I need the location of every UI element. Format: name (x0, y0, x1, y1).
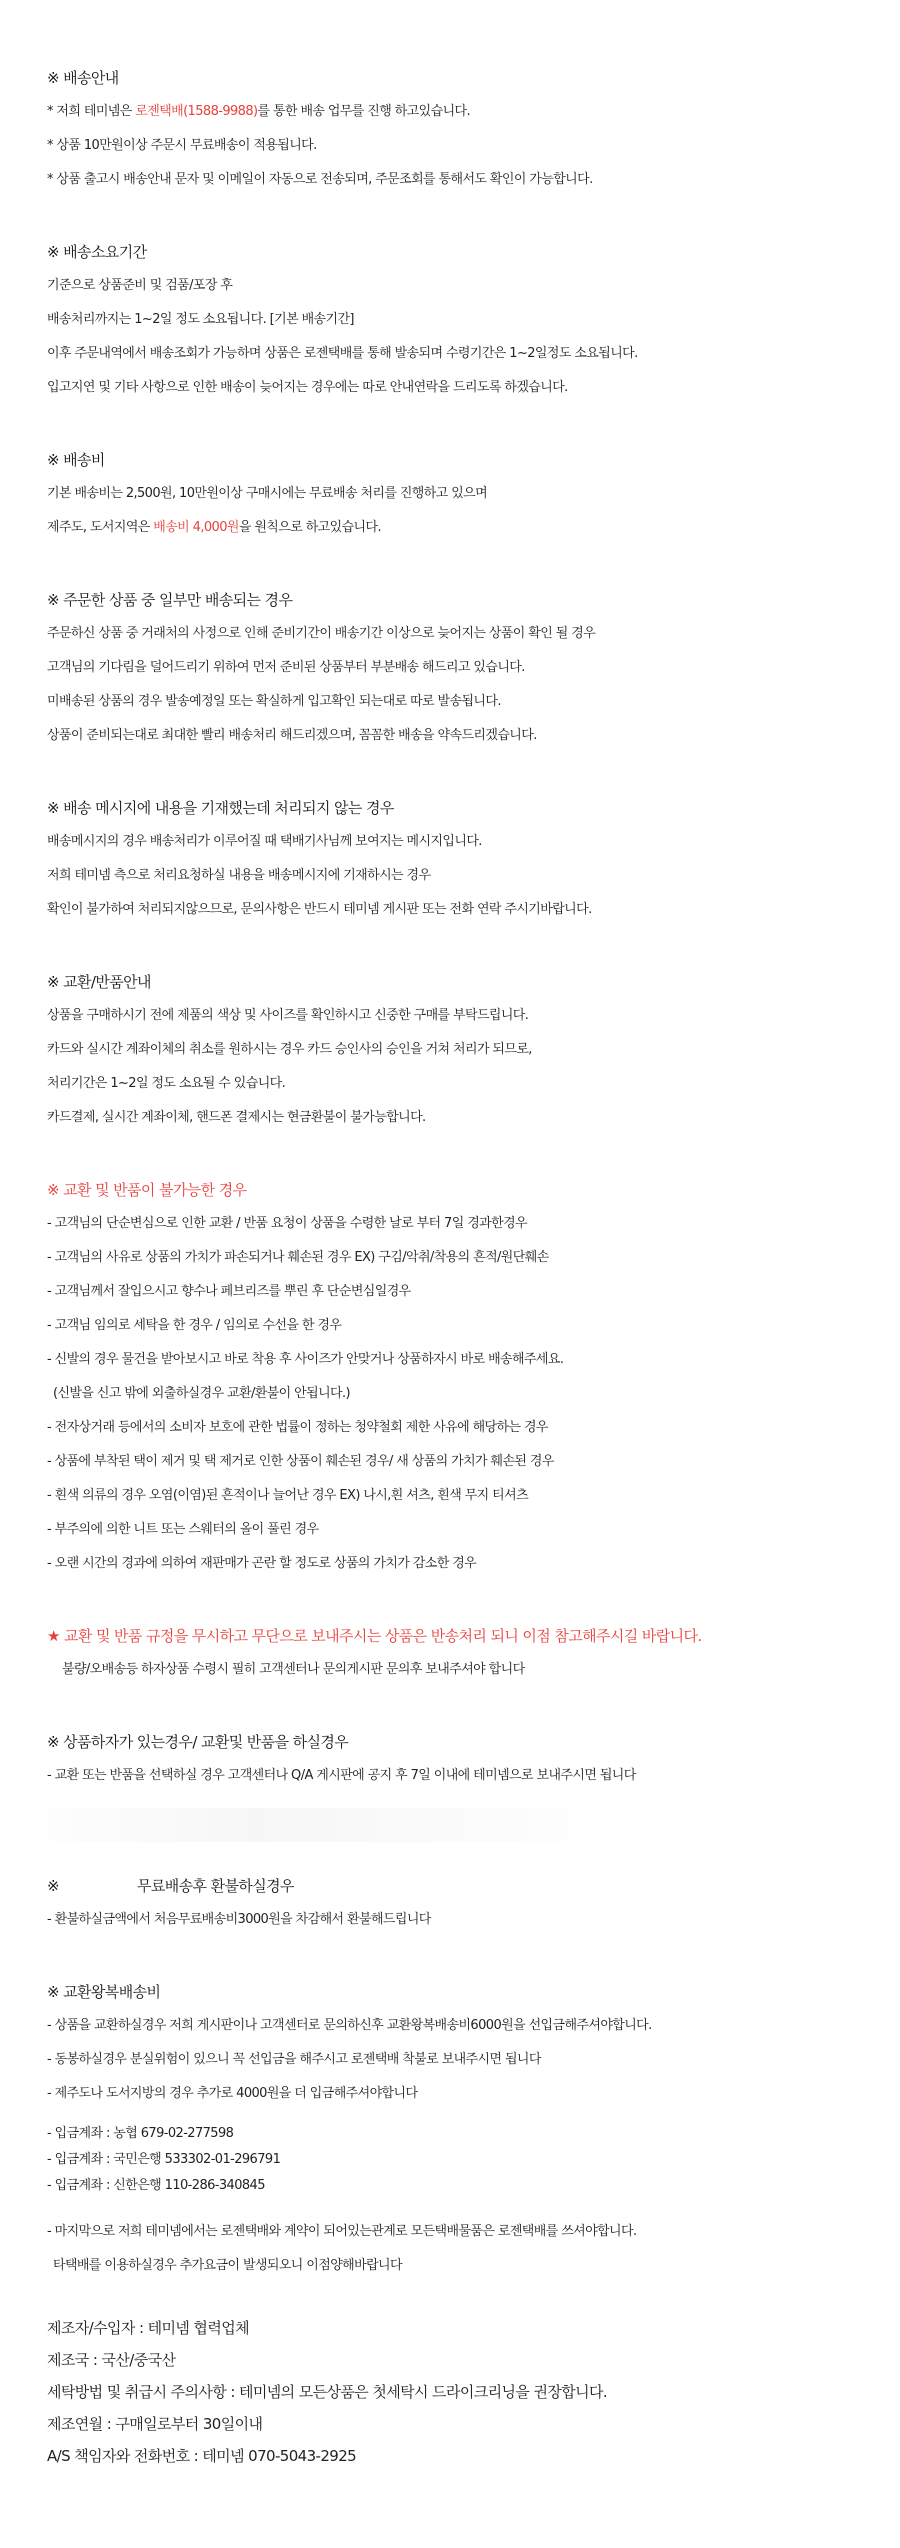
as-contact-info: A/S 책임자와 전화번호 : 테미넴 070-5043-2925 (47, 2447, 357, 2465)
shipping-period-line-3: 이후 주문내역에서 배송조회가 가능하며 상품은 로젠택배를 통해 발송되며 수령기간은 1~2일정도 소요됩니다. (47, 346, 638, 361)
message-line-3: 확인이 불가하여 처리되지않으므로, 문의사항은 반드시 테미넴 게시판 또는 전화 연락 주시기바랍니다. (47, 902, 592, 917)
free-refund-line-1: - 환불하실금액에서 처음무료배송비3000원을 차감해서 환불해드립니다 (47, 1912, 431, 1927)
not-allowed-item: - 오랜 시간의 경과에 의하여 재판매가 곤란 할 정도로 상품의 가치가 감소한 경우 (47, 1556, 477, 1571)
faint-band (0, 1808, 640, 1842)
defect-heading: ※ 상품하자가 있는경우/ 교환및 반품을 하실경우 (47, 1733, 349, 1751)
shipping-info-line-3: * 상품 출고시 배송안내 문자 및 이메일이 자동으로 전송되며, 주문조회를 통해서도 확인이 가능합니다. (47, 172, 593, 187)
message-heading: ※ 배송 메시지에 내용을 기재했는데 처리되지 않는 경우 (47, 799, 394, 817)
not-allowed-heading: ※ 교환 및 반품이 불가능한 경우 (47, 1181, 247, 1199)
not-allowed-item: - 고객님의 사유로 상품의 가치가 파손되거나 훼손된 경우 EX) 구김/악취/착용의 흔적/원단훼손 (47, 1250, 549, 1265)
shipping-period-heading: ※ 배송소요기간 (47, 243, 147, 261)
message-line-1: 배송메시지의 경우 배송처리가 이루어질 때 택배기사님께 보여지는 메시지입니다. (47, 834, 482, 849)
exchange-info-line-2: 카드와 실시간 계좌이체의 취소를 원하시는 경우 카드 승인사의 승인을 거쳐 처리가 되므로, (47, 1042, 532, 1057)
courier-name: 로젠택배(1588-9988) (135, 104, 258, 119)
shipping-period-line-1: 기준으로 상품준비 및 검품/포장 후 (47, 278, 233, 293)
partial-shipping-heading: ※ 주문한 상품 중 일부만 배송되는 경우 (47, 591, 293, 609)
exchange-info-line-3: 처리기간은 1~2일 정도 소요될 수 있습니다. (47, 1076, 286, 1091)
message-line-2: 저희 테미넴 측으로 처리요청하실 내용을 배송메시지에 기재하시는 경우 (47, 868, 431, 883)
partial-shipping-line-2: 고객님의 기다림을 덜어드리기 위하여 먼저 준비된 상품부터 부분배송 해드리고 있습니다. (47, 660, 525, 675)
not-allowed-item: - 상품에 부착된 택이 제거 및 택 제거로 인한 상품이 훼손된 경우/ 새 상품의 가치가 훼손된 경우 (47, 1454, 554, 1469)
shipping-fee-heading: ※ 배송비 (47, 451, 105, 469)
not-allowed-item: - 흰색 의류의 경우 오염(이염)된 흔적이나 늘어난 경우 EX) 나시,흰 셔츠, 흰색 무지 티셔츠 (47, 1488, 529, 1503)
island-shipping-fee: 배송비 4,000원 (153, 520, 239, 535)
roundtrip-line-3: - 제주도나 도서지방의 경우 추가로 4000원을 더 입금해주셔야합니다 (47, 2086, 418, 2101)
courier-contract-note: - 마지막으로 저희 테미넴에서는 로젠택배와 계약이 되어있는관계로 모든택배물품은 로젠택배를 쓰셔야합니다. (47, 2224, 637, 2239)
not-allowed-item: - 부주의에 의한 니트 또는 스웨터의 올이 풀린 경우 (47, 1522, 319, 1537)
bank-account: - 입금계좌 : 국민은행 533302-01-296791 (47, 2152, 281, 2167)
manufacturer-info: 제조자/수입자 : 테미넴 협력업체 (47, 2319, 249, 2337)
washing-info: 세탁방법 및 취급시 주의사항 : 테미넴의 모든상품은 첫세탁시 드라이크리닝을 권장합니다. (47, 2383, 608, 2401)
bank-account: - 입금계좌 : 신한은행 110-286-340845 (47, 2178, 265, 2193)
shipping-period-line-2: 배송처리까지는 1~2일 정도 소요됩니다. [기본 배송기간] (47, 312, 354, 327)
partial-shipping-line-1: 주문하신 상품 중 거래처의 사정으로 인해 준비기간이 배송기간 이상으로 늦어지는 상품이 확인 될 경우 (47, 626, 596, 641)
not-allowed-item: - 고객님 임의로 세탁을 한 경우 / 임의로 수선을 한 경우 (47, 1318, 342, 1333)
shipping-info-line-2: * 상품 10만원이상 주문시 무료배송이 적용됩니다. (47, 138, 317, 153)
exchange-info-line-4: 카드결제, 실시간 계좌이체, 핸드폰 결제시는 현금환불이 불가능합니다. (47, 1110, 426, 1125)
defect-notice: 불량/오배송등 하자상품 수령시 필히 고객센터나 문의게시판 문의후 보내주셔야 합니다 (62, 1662, 525, 1677)
exchange-info-heading: ※ 교환/반품안내 (47, 973, 151, 991)
exchange-info-line-1: 상품을 구매하시기 전에 제품의 색상 및 사이즈를 확인하시고 신중한 구매를 부탁드립니다. (47, 1008, 529, 1023)
not-allowed-item: (신발을 신고 밖에 외출하실경우 교환/환불이 안됩니다.) (53, 1386, 350, 1401)
shipping-fee-line-2: 제주도, 도서지역은 배송비 4,000원을 원칙으로 하고있습니다. (47, 520, 381, 535)
other-courier-note: 타택배를 이용하실경우 추가요금이 발생되오니 이점양해바랍니다 (53, 2258, 402, 2273)
bank-account: - 입금계좌 : 농협 679-02-277598 (47, 2126, 234, 2141)
defect-line-1: - 교환 또는 반품을 선택하실 경우 고객센터나 Q/A 게시판에 공지 후 7일 이내에 테미넴으로 보내주시면 됩니다 (47, 1768, 636, 1783)
not-allowed-item: - 고객님께서 잘입으시고 향수나 페브리즈를 뿌린 후 단순변심일경우 (47, 1284, 411, 1299)
shipping-fee-line-1: 기본 배송비는 2,500원, 10만원이상 구매시에는 무료배송 처리를 진행하고 있으며 (47, 486, 488, 501)
shipping-period-line-4: 입고지연 및 기타 사항으로 인한 배송이 늦어지는 경우에는 따로 안내연락을 드리도록 하겠습니다. (47, 380, 568, 395)
roundtrip-heading: ※ 교환왕복배송비 (47, 1983, 161, 2001)
shipping-info-heading: ※ 배송안내 (47, 69, 119, 87)
partial-shipping-line-4: 상품이 준비되는대로 최대한 빨리 배송처리 해드리겠으며, 꼼꼼한 배송을 약속드리겠습니다. (47, 728, 537, 743)
roundtrip-line-2: - 동봉하실경우 분실위험이 있으니 꼭 선입금을 해주시고 로젠택배 착불로 보내주시면 됩니다 (47, 2052, 541, 2067)
partial-shipping-line-3: 미배송된 상품의 경우 발송예정일 또는 확실하게 입고확인 되는대로 따로 발송됩니다. (47, 694, 501, 709)
not-allowed-item: - 고객님의 단순변심으로 인한 교환 / 반품 요청이 상품을 수령한 날로 부터 7일 경과한경우 (47, 1216, 527, 1231)
not-allowed-item: - 신발의 경우 물건을 받아보시고 바로 착용 후 사이즈가 안맞거나 상품하자시 바로 배송해주세요. (47, 1352, 564, 1367)
roundtrip-line-1: - 상품을 교환하실경우 저희 게시판이나 고객센터로 문의하신후 교환왕복배송비6000원을 선입금해주셔야합니다. (47, 2018, 652, 2033)
not-allowed-item: - 전자상거래 등에서의 소비자 보호에 관한 법률이 정하는 청약철회 제한 사유에 해당하는 경우 (47, 1420, 548, 1435)
manufacture-date-info: 제조연월 : 구매일로부터 30일이내 (47, 2415, 263, 2433)
return-warning: ★ 교환 및 반품 규정을 무시하고 무단으로 보내주시는 상품은 반송처리 되니 이점 참고해주시길 바랍니다. (47, 1627, 702, 1645)
free-refund-heading: ※ 무료배송후 환불하실경우 (47, 1877, 294, 1895)
shipping-info-line-1: * 저희 테미넴은 로젠택배(1588-9988)를 통한 배송 업무를 진행 하고있습니다. (47, 104, 471, 119)
country-info: 제조국 : 국산/중국산 (47, 2351, 176, 2369)
